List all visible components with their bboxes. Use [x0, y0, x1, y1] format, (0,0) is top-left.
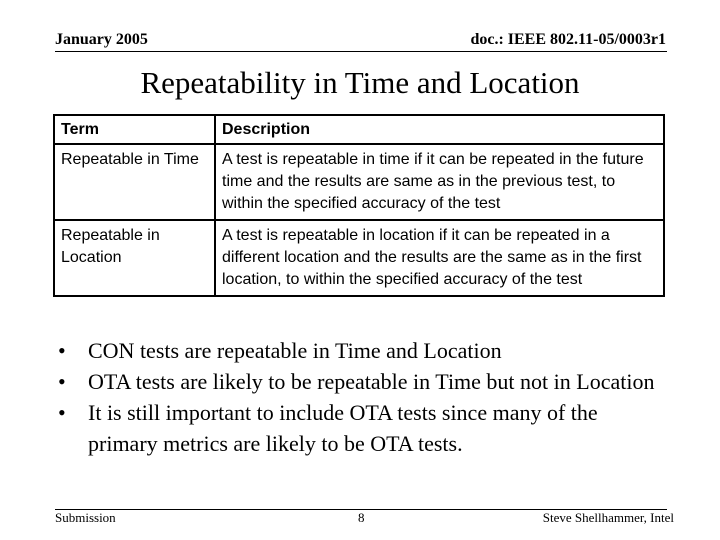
description-cell: A test is repeatable in location if it can be repeated in a different location and the results are the same as in the first location, to within the specified accuracy of the test: [215, 220, 664, 296]
definitions-table: [53, 114, 665, 297]
bullet-item: [55, 335, 665, 366]
footer-submission: Submission: [55, 510, 116, 525]
column-header-description: Description: [215, 115, 664, 144]
bullet-list: [55, 335, 665, 459]
bullet-item: [55, 366, 665, 397]
description-cell: A test is repeatable in time if it can be repeated in the future time and the results are same as in the previous test, to within the specified accuracy of the test: [215, 144, 664, 220]
header-doc-id: doc.: IEEE 802.11-05/0003r1: [470, 31, 666, 48]
table-row: [54, 144, 664, 220]
bullet-dot: •: [58, 369, 66, 394]
header-date: January 2005: [55, 31, 148, 48]
slide-title: Repeatability in Time and Location: [140, 65, 580, 100]
footer-page-number: 8: [358, 510, 365, 525]
term-cell: Repeatable in Time: [54, 144, 215, 220]
bullet-text: OTA tests are likely to be repeatable in Time but not in Location: [88, 369, 655, 394]
term-cell: Repeatable in Location: [54, 220, 215, 296]
bullet-text: It is still important to include OTA tests since many of the primary metrics are likely to be OTA tests.: [88, 400, 598, 456]
table-row: [54, 220, 664, 296]
bullet-text: CON tests are repeatable in Time and Location: [88, 338, 502, 363]
bullet-item: [55, 397, 665, 459]
footer-author: Steve Shellhammer, Intel: [542, 510, 674, 525]
table-header-row: [54, 115, 664, 144]
bullet-dot: •: [58, 338, 66, 363]
header-rule: [55, 51, 667, 52]
column-header-term: Term: [54, 115, 215, 144]
bullet-dot: •: [58, 400, 66, 425]
